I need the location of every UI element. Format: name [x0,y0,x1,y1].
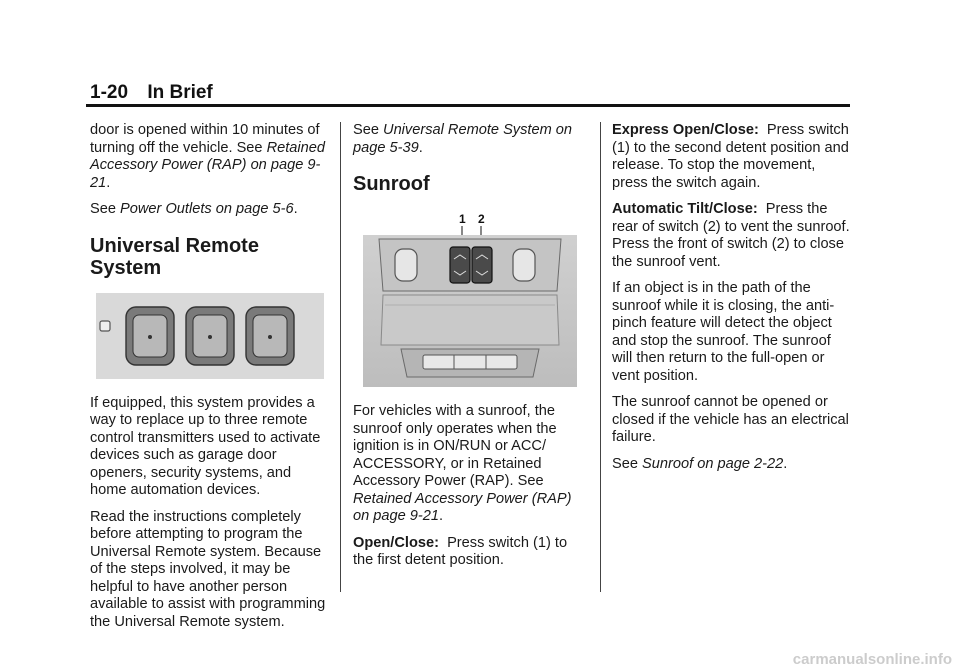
paragraph-electrical-failure: The sunroof cannot be opened or closed if the vehicle has an electrical failure. [612,394,849,445]
header-rule [86,104,850,107]
switch-label-1: 1 [459,212,466,226]
sunroof-switch-2 [472,247,492,283]
page-header [90,82,213,104]
cross-reference[interactable]: Retained Accessory Power (RAP) on page 9-21 [353,490,572,524]
paragraph-power-outlets: See Power Outlets on page 5-6. [90,201,298,217]
paragraph-urs-instructions: Read the instructions completely before attempting to program the Universal Remote system. Because of the steps involved, it may be helpful to have another person available to assist with programming the Universal Remote system. [90,508,326,630]
paragraph-automatic-tilt-close: Automatic Tilt/Close: Press the rear of switch (2) to vent the sunroof. Press the front of switch (2) to close the sunroof vent. [612,201,850,270]
remote-button-2 [186,307,234,365]
heading-universal-remote: Universal Remote System [90,234,259,279]
remote-button-3 [246,307,294,365]
column-1 [90,122,330,640]
remote-button-1 [126,307,174,365]
heading-sunroof: Sunroof [353,173,430,195]
cross-reference[interactable]: Power Outlets on page 5-6 [120,201,294,217]
sunroof-switch-1 [450,247,470,283]
paragraph-sunroof-reference: See Sunroof on page 2-22. [612,455,788,472]
section-title: In Brief [147,82,213,103]
column-2 [353,122,585,579]
cross-reference[interactable]: Retained Accessory Power (RAP) on page 9-21 [90,139,326,191]
paragraph-rap-continued: door is opened within 10 minutes of turning off the vehicle. See Retained Accessory Power (RAP) on page 9-21. [90,122,326,191]
watermark: carmanualsonline.info [792,651,952,668]
sunroof-console-figure [361,209,579,389]
paragraph-open-close: Open/Close: Press switch (1) to the first detent position. [353,534,568,568]
column-divider-1 [340,122,341,592]
paragraph-express-open-close: Express Open/Close: Press switch (1) to the second detent position and release. To stop the movement, press the switch again. [612,122,849,191]
page-number: 1-20 [90,82,129,103]
column-3 [612,122,852,482]
cross-reference[interactable]: Sunroof on page 2-22 [642,455,784,472]
switch-label-2: 2 [478,212,485,226]
paragraph-sunroof-operation: For vehicles with a sunroof, the sunroof only operates when the ignition is in ON/RUN or ACC/ ACCESSORY, or in Retained Accessory Power (RAP). See Retained Accessory Power (RAP) on page 9-21. [353,403,572,524]
paragraph-urs-reference: See Universal Remote System on page 5-39. [353,122,573,156]
paragraph-anti-pinch: If an object is in the path of the sunroof while it is closing, the anti-pinch feature will detect the object and stop the sunroof. The sunroof will then return to the full-open or vent position. [612,280,835,384]
column-divider-2 [600,122,601,592]
universal-remote-figure [96,293,324,379]
cross-reference[interactable]: Universal Remote System on page 5-39 [353,122,573,156]
paragraph-urs-intro: If equipped, this system provides a way to replace up to three remote control transmitters used to activate devices such as garage door openers, security systems, and home automation devices. [90,394,321,498]
